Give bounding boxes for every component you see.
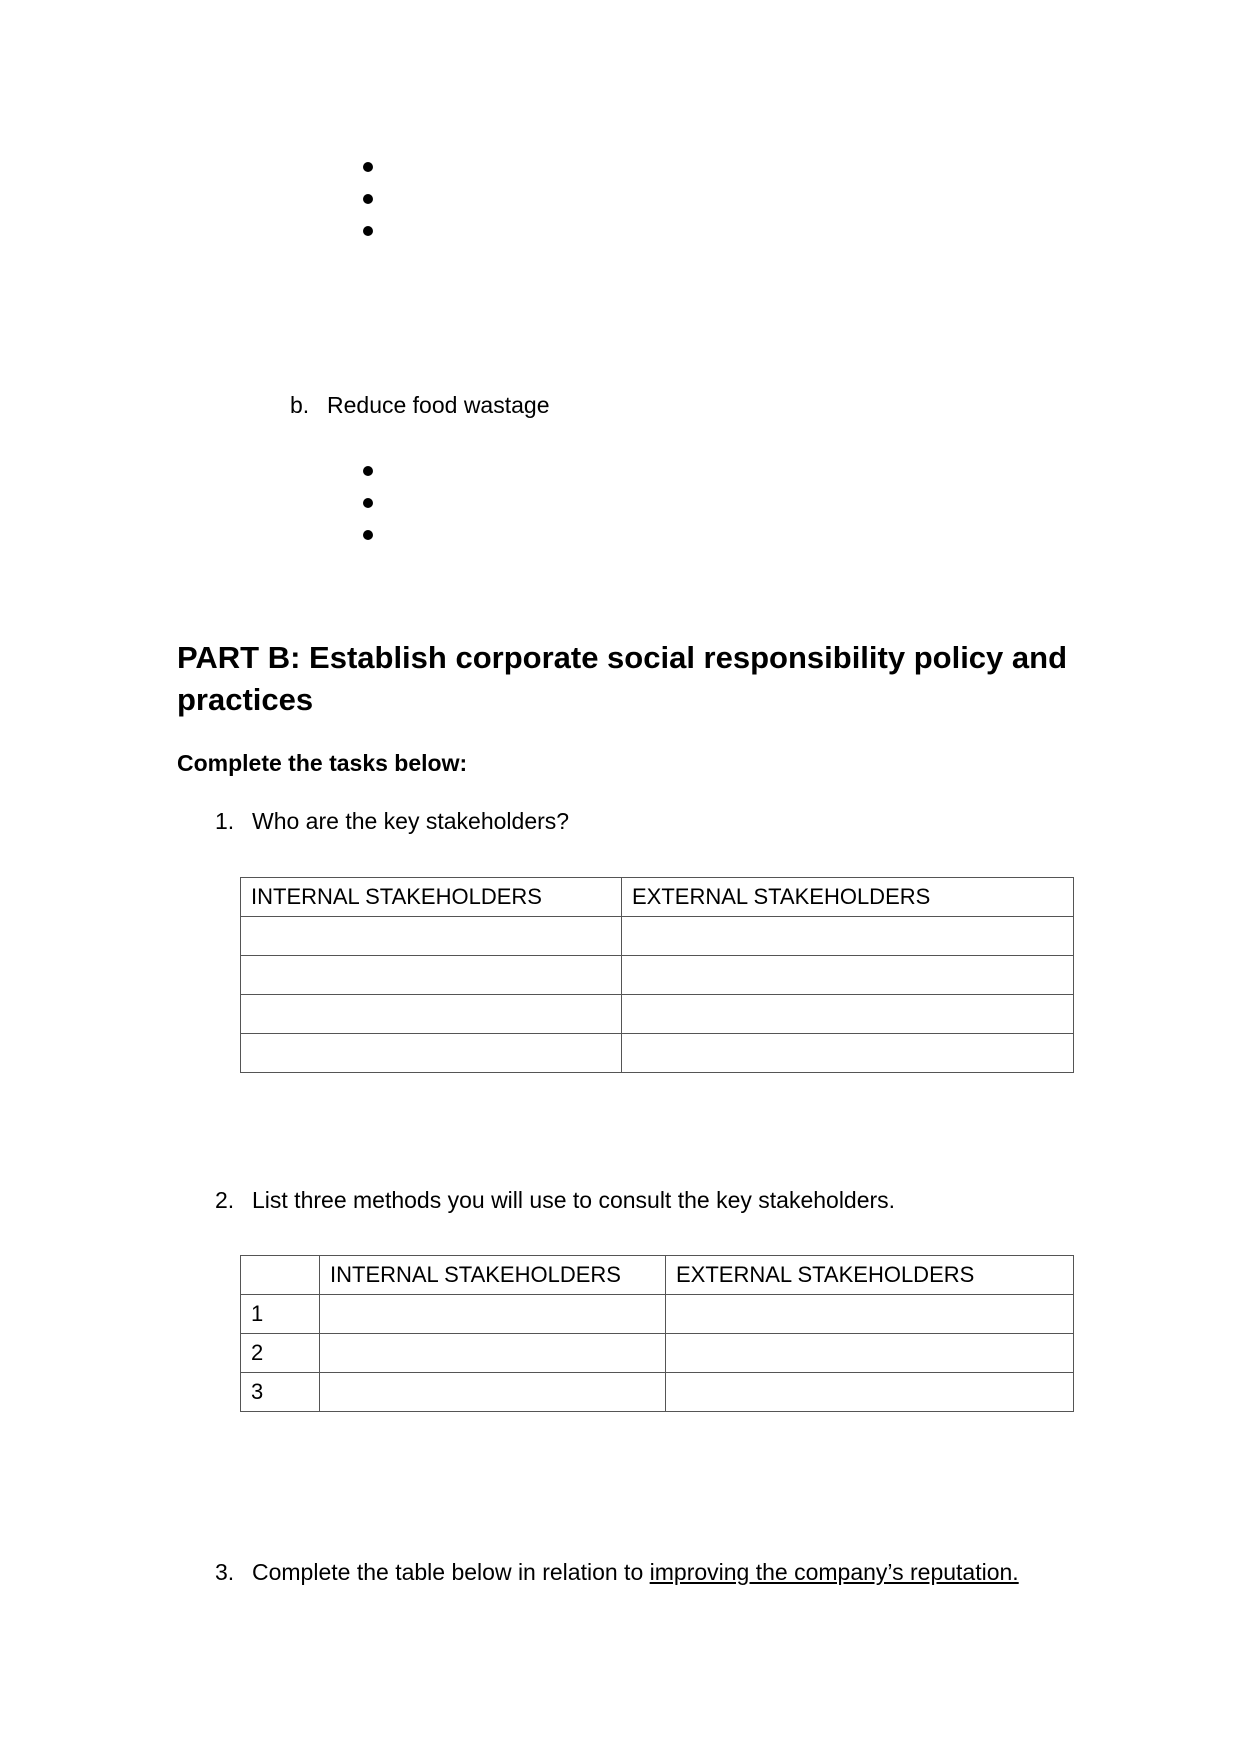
table-header-cell: INTERNAL STAKEHOLDERS bbox=[241, 878, 622, 917]
question-number: 2. bbox=[215, 1187, 235, 1213]
table-row bbox=[241, 1295, 1074, 1334]
table-row bbox=[241, 995, 1074, 1034]
table-row bbox=[241, 917, 1074, 956]
table-header-cell: EXTERNAL STAKEHOLDERS bbox=[666, 1256, 1074, 1295]
table-cell[interactable] bbox=[622, 956, 1074, 995]
table-cell[interactable] bbox=[666, 1295, 1074, 1334]
list-item-text: Reduce food wastage bbox=[327, 392, 550, 418]
table-cell[interactable] bbox=[241, 995, 622, 1034]
table-row bbox=[241, 1034, 1074, 1073]
list-item-b bbox=[290, 392, 550, 419]
table-cell[interactable] bbox=[666, 1334, 1074, 1373]
question-text: Who are the key stakeholders? bbox=[252, 808, 570, 834]
table-header-cell: INTERNAL STAKEHOLDERS bbox=[320, 1256, 666, 1295]
consultation-methods-table bbox=[240, 1255, 1074, 1412]
table-row bbox=[241, 956, 1074, 995]
table-header-cell bbox=[241, 1256, 320, 1295]
table-header-row bbox=[241, 878, 1074, 917]
table-row bbox=[241, 1373, 1074, 1412]
table-cell[interactable] bbox=[241, 1034, 622, 1073]
table-cell[interactable] bbox=[320, 1373, 666, 1412]
question-2 bbox=[215, 1187, 895, 1214]
table-cell[interactable] bbox=[666, 1373, 1074, 1412]
list-marker: b. bbox=[290, 392, 310, 418]
row-number: 3 bbox=[241, 1373, 320, 1412]
tasks-subheading: Complete the tasks below: bbox=[177, 750, 468, 776]
question-text-underlined: improving the company’s reputation. bbox=[649, 1559, 1019, 1585]
question-3 bbox=[215, 1559, 1019, 1586]
table-row bbox=[241, 1334, 1074, 1373]
table-cell[interactable] bbox=[622, 917, 1074, 956]
table-header-row bbox=[241, 1256, 1074, 1295]
table-cell[interactable] bbox=[241, 917, 622, 956]
table-cell[interactable] bbox=[622, 995, 1074, 1034]
row-number: 2 bbox=[241, 1334, 320, 1373]
table-cell[interactable] bbox=[241, 956, 622, 995]
stakeholders-table bbox=[240, 877, 1074, 1073]
question-number: 1. bbox=[215, 808, 235, 834]
question-text: Complete the table below in relation to bbox=[252, 1559, 650, 1585]
table-cell[interactable] bbox=[320, 1295, 666, 1334]
question-number: 3. bbox=[215, 1559, 235, 1585]
question-1 bbox=[215, 808, 569, 835]
row-number: 1 bbox=[241, 1295, 320, 1334]
part-b-heading: PART B: Establish corporate social responsibility policy and practices bbox=[177, 640, 1068, 717]
table-cell[interactable] bbox=[320, 1334, 666, 1373]
question-text: List three methods you will use to consult the key stakeholders. bbox=[252, 1187, 896, 1213]
table-header-cell: EXTERNAL STAKEHOLDERS bbox=[622, 878, 1074, 917]
table-cell[interactable] bbox=[622, 1034, 1074, 1073]
